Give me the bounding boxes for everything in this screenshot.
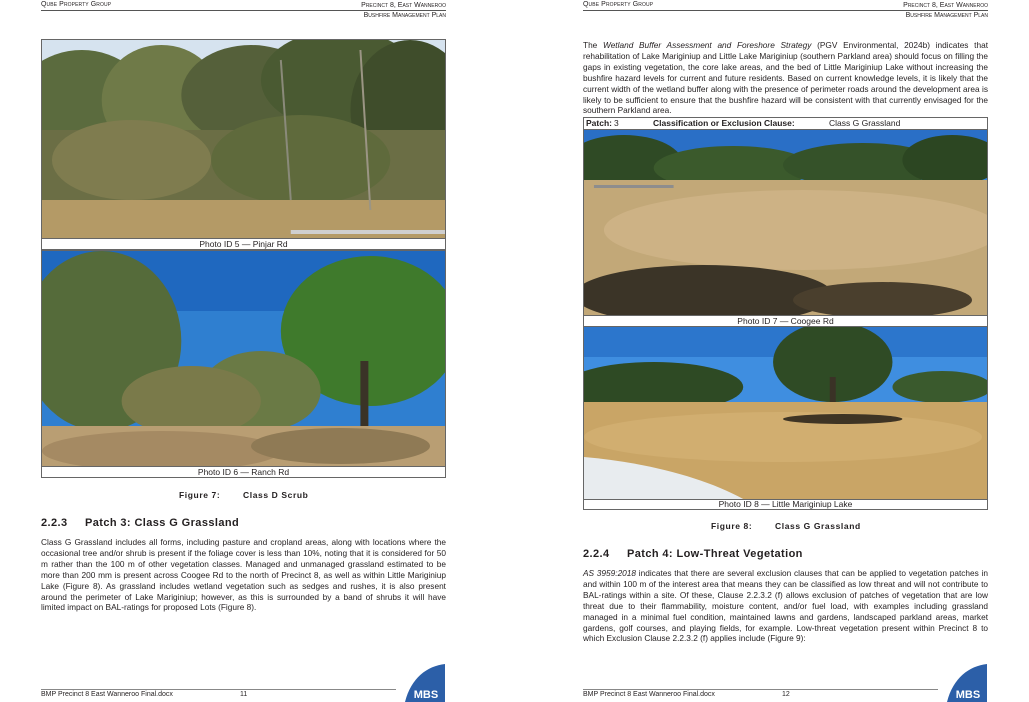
- footer-rule: [41, 689, 396, 690]
- header-company: Qube Property Group: [41, 1, 112, 8]
- intro-italic-title: Wetland Buffer Assessment and Foreshore Strategy: [603, 40, 812, 50]
- header-project: [361, 1, 446, 21]
- intro-prefix: The: [583, 40, 604, 50]
- figure-7-label: Figure 7:: [179, 490, 221, 500]
- photo-frame-5: [41, 39, 446, 250]
- footer-page-number: 12: [782, 691, 790, 698]
- photo-coogee-rd: [584, 130, 987, 315]
- logo-text: MBS: [413, 689, 439, 701]
- header-company: Qube Property Group: [583, 1, 654, 8]
- mbs-logo: [405, 664, 445, 702]
- patch-value: 3: [614, 118, 619, 128]
- header-precinct: Precinct 8, East Wanneroo: [903, 2, 988, 9]
- footer-doc-name: BMP Precinct 8 East Wanneroo Final.docx: [41, 691, 173, 698]
- header-plan: Bushfire Management Plan: [905, 12, 988, 19]
- page-12: [542, 0, 1029, 702]
- photo-little-mariginiup-lake: [584, 327, 987, 499]
- page-11: [0, 0, 514, 702]
- intro-paragraph: [583, 40, 988, 116]
- section-2-2-3-heading: [41, 517, 239, 529]
- photo-frame-6: [41, 250, 446, 478]
- section-2-2-4-body: [583, 568, 988, 644]
- photo6-caption: Photo ID 6 — Ranch Rd: [197, 467, 290, 477]
- classification-label: Classification or Exclusion Clause:: [653, 118, 795, 128]
- photo-ranch-rd: [42, 251, 445, 466]
- figure-8-title: [711, 521, 861, 531]
- photo5-caption: Photo ID 5 — Pinjar Rd: [199, 239, 288, 249]
- header-plan: Bushfire Management Plan: [363, 12, 446, 19]
- footer-rule: [583, 689, 938, 690]
- photo8-caption: Photo ID 8 — Little Mariginiup Lake: [718, 499, 853, 509]
- section-title: Patch 4: Low-Threat Vegetation: [627, 548, 803, 560]
- figure-7-text: Class D Scrub: [243, 490, 309, 500]
- patch-label: Patch:: [586, 118, 612, 128]
- photo-pinjar-rd: [42, 40, 445, 238]
- figure-8-text: Class G Grassland: [775, 521, 861, 531]
- logo-text: MBS: [955, 689, 981, 701]
- figure-8-label: Figure 8:: [711, 521, 753, 531]
- photo7-caption: Photo ID 7 — Coogee Rd: [737, 316, 834, 326]
- patch-3-table: [583, 117, 988, 510]
- footer-doc-name: BMP Precinct 8 East Wanneroo Final.docx: [583, 691, 715, 698]
- mbs-logo: [947, 664, 987, 702]
- section-number: 2.2.4: [583, 548, 610, 560]
- header-rule: [583, 10, 988, 11]
- header-project: [903, 1, 988, 21]
- body-rest: indicates that there are several exclusion clauses that can be applied to vegetation patches in and within 100 m of the interest area that means they can be classified as low threat and will not contribute to BAL-ratings within a site. Of these, Clause 2.2.3.2 (f) allows exclusion of patches of vegetation that are low threat due to their flammability, moisture content, and/or fuel load, with examples including grassland managed in a minimal fuel condition, maintained lawns and gardens, landscaped parkland areas, market gardens, golf courses, and playing fields, for example. Low-threat vegetation present within Precinct 8 to which Exclusion Clause 2.2.3.2 (f) applies include (Figure 9):: [583, 568, 988, 644]
- section-number: 2.2.3: [41, 517, 68, 529]
- footer-page-number: 11: [240, 691, 248, 698]
- section-2-2-3-body: Class G Grassland includes all forms, including pasture and cropland areas, along with locations where the occasional tree and/or shrub is present if the foliage cover is less than 10%, noting that it is considered for 50 m rather than the 100 m of other vegetation classes. Managed and unmanaged grassland estimated to be more than 200 mm is present across Coogee Rd to the north of Precinct 8, as well as within Little Mariginiup Lake (Figure 8). As grassland includes wetland vegetation such as sedges and rushes, it is also present around the perimeter of Lake Mariginiup; however, as this is surrounded by a band of shrubs it will have limited impact on BAL-ratings for proposed Lots (Figure 8).: [41, 537, 446, 613]
- section-2-2-4-heading: [583, 548, 803, 560]
- standard-reference: AS 3959:2018: [583, 568, 637, 578]
- figure-7-title: [179, 490, 308, 500]
- intro-rest: (PGV Environmental, 2024b) indicates that rehabilitation of Lake Mariginiup and Little Lake Mariginiup (southern Parkland area) should focus on filling the gaps in existing vegetation, the core lake areas, and the bed of Little Mariginiup Lake without increasing the bushfire hazard levels for current and future residents. Based on current knowledge levels, it is likely that the current width of the wetland buffer along with the presence of perimeter roads around the development area is likely to be sufficient to ensure that the bushfire hazard will be consistent with that currently envisaged for the southern Parkland area.: [583, 40, 989, 116]
- header-rule: [41, 10, 446, 11]
- classification-value: Class G Grassland: [829, 118, 901, 128]
- header-precinct: Precinct 8, East Wanneroo: [361, 2, 446, 9]
- patch-row: [586, 118, 985, 129]
- section-title: Patch 3: Class G Grassland: [85, 517, 240, 529]
